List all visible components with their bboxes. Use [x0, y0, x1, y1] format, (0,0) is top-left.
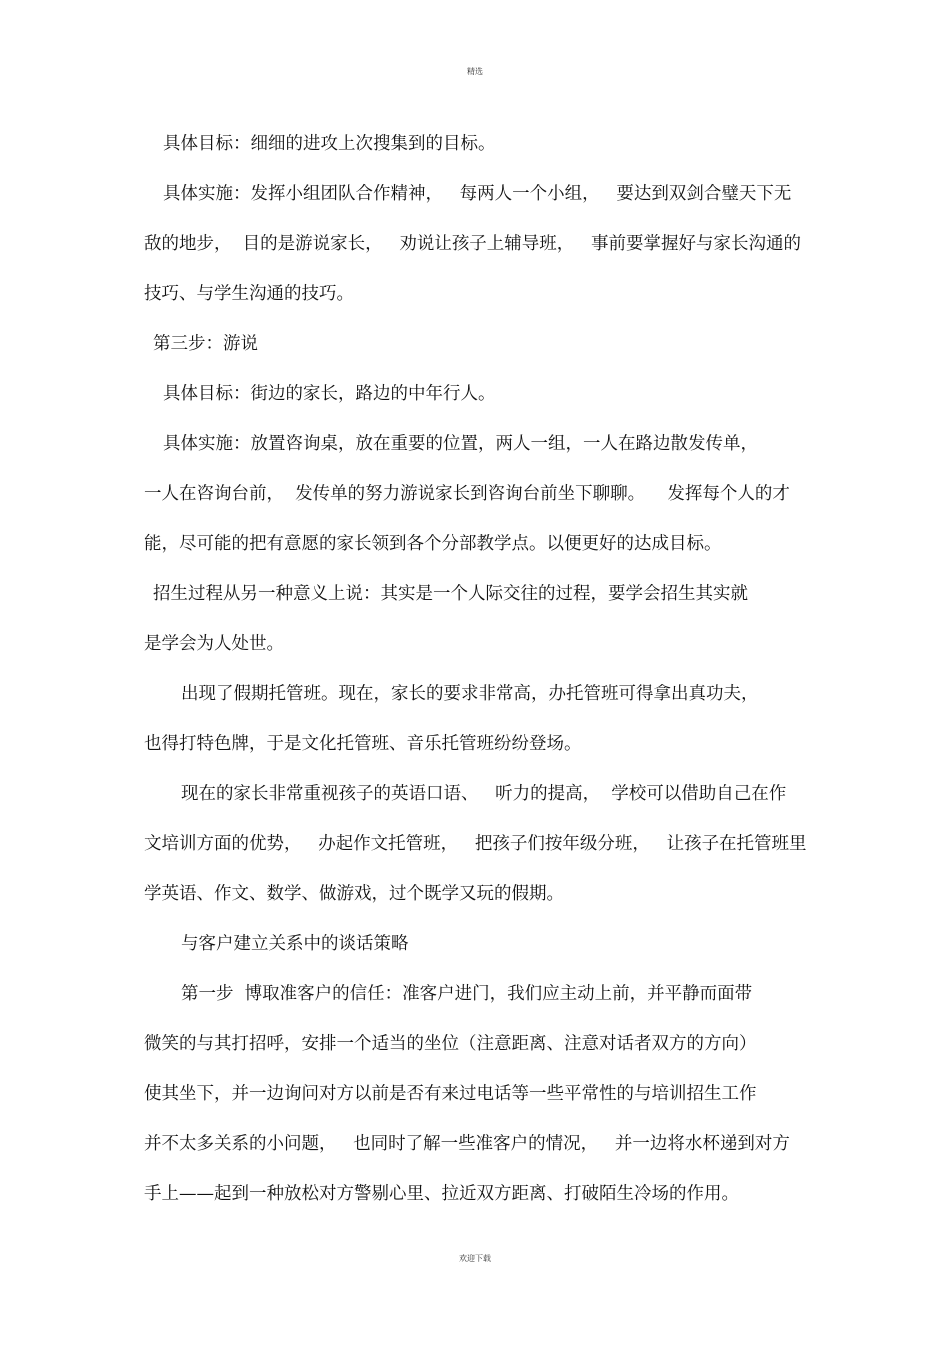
text-line: 是学会为人处世。 — [144, 634, 284, 654]
text-line: 使其坐下，并一边询问对方以前是否有来过电话等一些平常性的与培训招生工作 — [144, 1084, 757, 1104]
text-line: 第一步 博取准客户的信任：准客户进门，我们应主动上前，并平静而面带 — [181, 984, 753, 1004]
text-line: 现在的家长非常重视孩子的英语口语、 听力的提高， 学校可以借助自己在作 — [181, 784, 787, 804]
text-line: 并不太多关系的小问题， 也同时了解一些准客户的情况， 并一边将水杯递到对方 — [144, 1134, 790, 1154]
text-line: 文培训方面的优势， 办起作文托管班， 把孩子们按年级分班， 让孩子在托管班里 — [144, 834, 807, 854]
text-line: 具体实施：发挥小组团队合作精神， 每两人一个小组， 要达到双剑合璧天下无 — [163, 184, 792, 204]
text-line: 能，尽可能的把有意愿的家长领到各个分部教学点。以便更好的达成目标。 — [144, 534, 722, 554]
page-header: 精选 — [467, 67, 483, 76]
text-line: 具体目标：街边的家长，路边的中年行人。 — [163, 384, 496, 404]
text-line: 也得打特色牌，于是文化托管班、音乐托管班纷纷登场。 — [144, 734, 582, 754]
text-line: 招生过程从另一种意义上说：其实是一个人际交往的过程，要学会招生其实就 — [153, 584, 748, 604]
text-line: 出现了假期托管班。现在，家长的要求非常高，办托管班可得拿出真功夫， — [181, 684, 759, 704]
text-line: 具体目标：细细的进攻上次搜集到的目标。 — [163, 134, 496, 154]
text-line: 敌的地步， 目的是游说家长， 劝说让孩子上辅导班， 事前要掌握好与家长沟通的 — [144, 234, 801, 254]
text-line: 手上——起到一种放松对方警剔心里、拉近双方距离、打破陌生冷场的作用。 — [144, 1184, 739, 1204]
text-line: 具体实施：放置咨询桌，放在重要的位置，两人一组，一人在路边散发传单， — [163, 434, 758, 454]
text-line: 一人在咨询台前， 发传单的努力游说家长到咨询台前坐下聊聊。 发挥每个人的才 — [144, 484, 790, 504]
text-line: 第三步：游说 — [153, 334, 258, 354]
page-footer: 欢迎下载 — [459, 1254, 491, 1263]
text-line: 学英语、作文、数学、做游戏，过个既学又玩的假期。 — [144, 884, 564, 904]
text-line: 与客户建立关系中的谈话策略 — [181, 934, 409, 954]
text-line: 技巧、与学生沟通的技巧。 — [144, 284, 354, 304]
text-line: 微笑的与其打招呼，安排一个适当的坐位（注意距离、注意对话者双方的方向） — [144, 1034, 757, 1054]
